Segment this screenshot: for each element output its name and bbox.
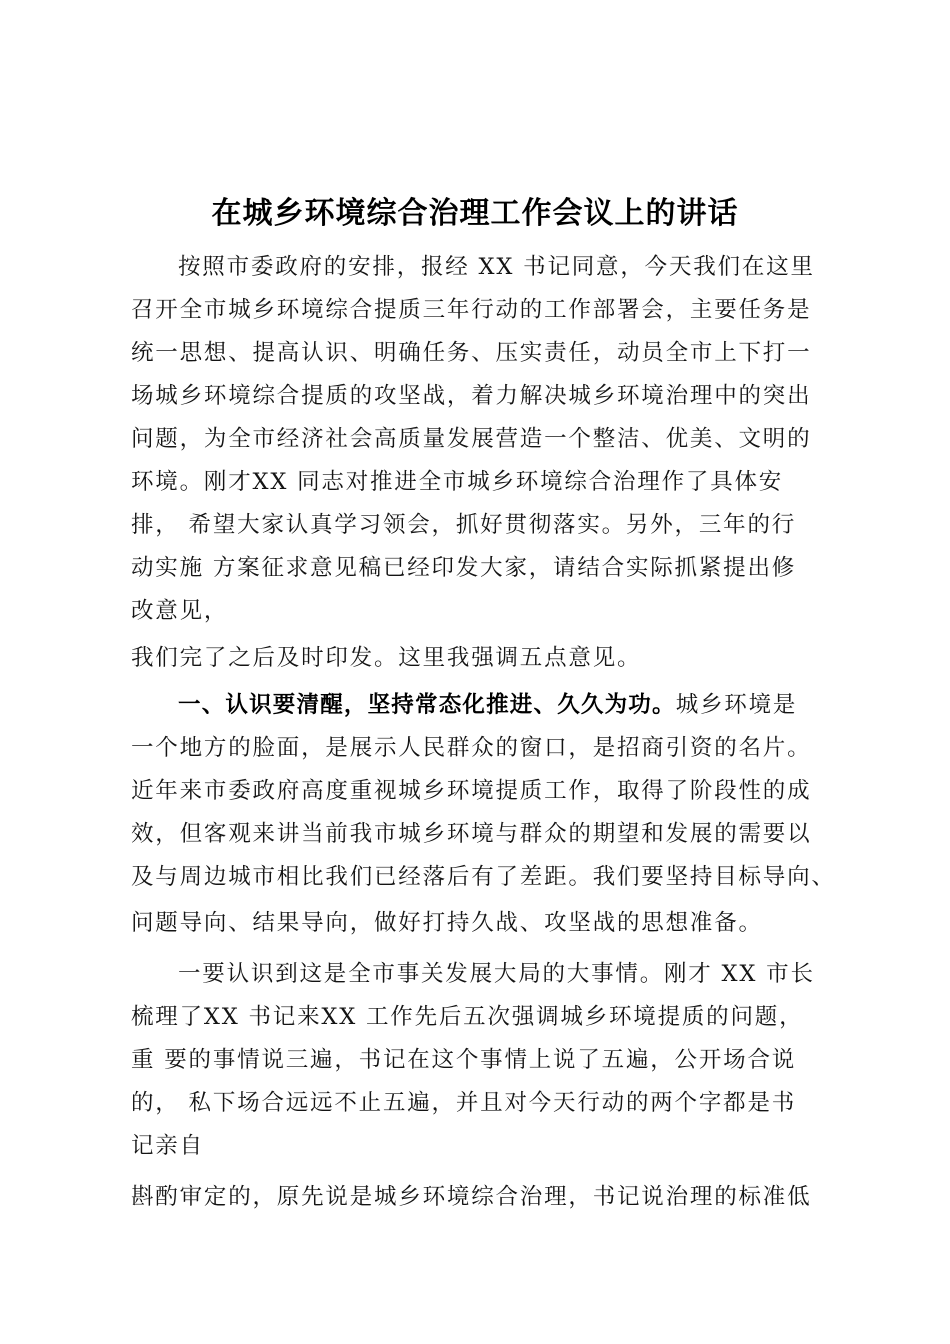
paragraph-line: 近年来市委政府高度重视城乡环境提质工作，取得了阶段性的成 [131, 778, 812, 804]
paragraph-line: 问题导向、结果导向，做好打持久战、攻坚战的思想准备。 [131, 910, 763, 936]
paragraph-line: 环境。刚才XX 同志对推进全市城乡环境综合治理作了具体安 [131, 469, 784, 495]
paragraph-text: 城乡环境是 [675, 692, 798, 718]
paragraph-line: 记亲自 [131, 1133, 204, 1159]
paragraph-line: 效，但客观来讲当前我市城乡环境与群众的期望和发展的需要以 [131, 821, 812, 847]
paragraph-line: 按照市委政府的安排，报经 XX 书记同意，今天我们在这里 [178, 254, 815, 280]
section-heading-line [178, 690, 797, 720]
paragraph-line: 场城乡环境综合提质的攻坚战，着力解决城乡环境治理中的突出 [131, 383, 812, 409]
paragraph-line: 动实施 方案征求意见稿已经印发大家，请结合实际抓紧提出修 [131, 555, 797, 581]
paragraph-line: 统一思想、提高认识、明确任务、压实责任，动员全市上下打一 [131, 340, 812, 366]
section-heading: 一、认识要清醒，坚持常态化推进、久久为功。 [178, 692, 676, 718]
paragraph-line: 问题，为全市经济社会高质量发展营造一个整洁、优美、文明的 [131, 426, 812, 452]
paragraph-line: 重 要的事情说三遍，书记在这个事情上说了五遍，公开场合说 [131, 1047, 797, 1073]
paragraph-line: 的， 私下场合远远不止五遍，并且对今天行动的两个字都是书 [131, 1090, 797, 1116]
paragraph-line: 排， 希望大家认真学习领会，抓好贯彻落实。另外，三年的行 [131, 512, 797, 538]
paragraph-line: 召开全市城乡环境综合提质三年行动的工作部署会，主要任务是 [131, 297, 812, 323]
document-title: 在城乡环境综合治理工作会议上的讲话 [211, 196, 739, 231]
paragraph-line: 一个地方的脸面，是展示人民群众的窗口，是招商引资的名片。 [131, 735, 812, 761]
paragraph-line: 改意见， [131, 598, 229, 624]
paragraph-line: 斟酌审定的，原先说是城乡环境综合治理，书记说治理的标准低 [131, 1184, 812, 1210]
paragraph-line: 梳理了XX 书记来XX 工作先后五次强调城乡环境提质的问题， [131, 1004, 804, 1030]
paragraph-line: 及与周边城市相比我们已经落后有了差距。我们要坚持目标导向、 [131, 864, 836, 890]
paragraph-line: 一要认识到这是全市事关发展大局的大事情。刚才 XX 市长 [178, 961, 815, 987]
paragraph-line: 我们完了之后及时印发。这里我强调五点意见。 [131, 645, 642, 671]
